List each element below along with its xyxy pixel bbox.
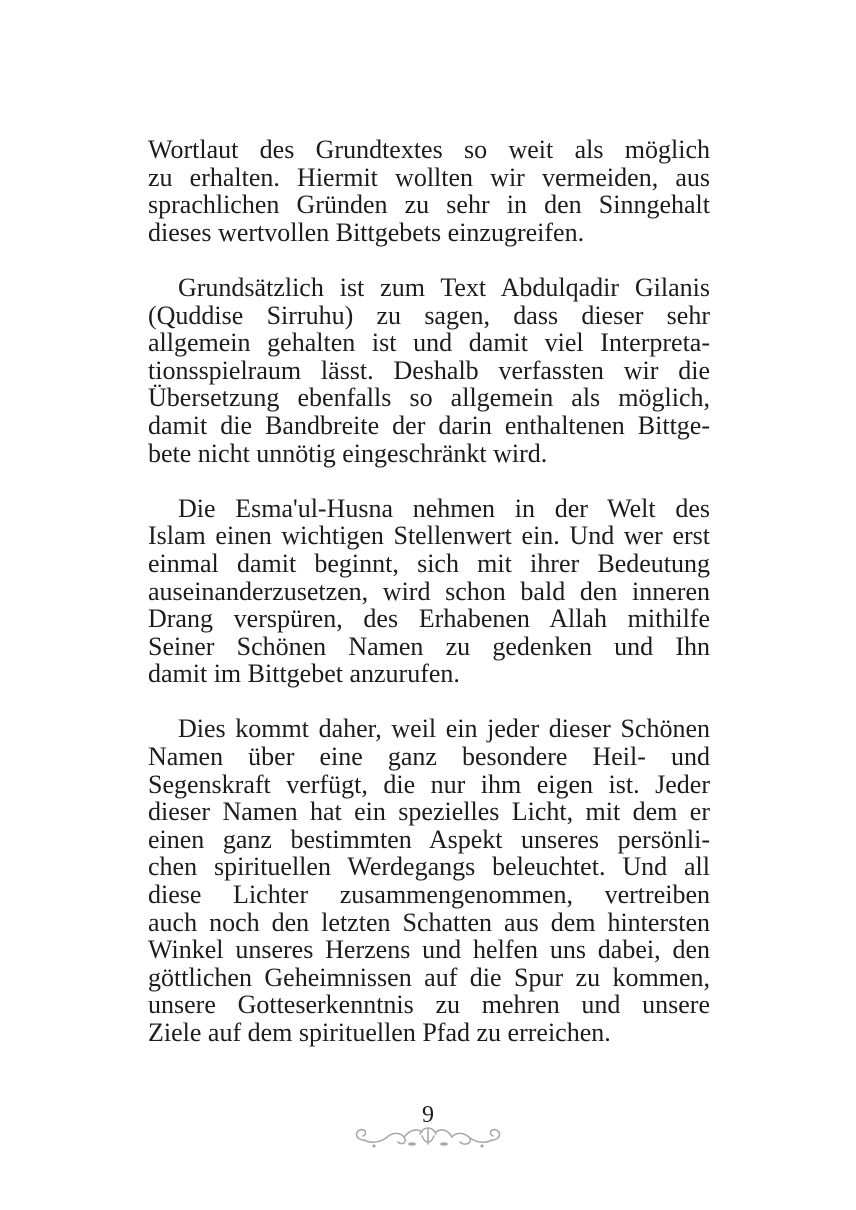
paragraph — [148, 136, 710, 246]
text-line: (Quddise Sirruhu) zu sagen, dass dieser sehr — [148, 300, 710, 330]
text-line: Islam einen wichtigen Stellenwert ein. Und wer erst — [148, 521, 710, 551]
text-line: göttlichen Geheimnissen auf die Spur zu kommen, — [148, 962, 710, 992]
text-line: einmal damit beginnt, sich mit ihrer Bedeutung — [148, 548, 710, 578]
paragraph — [148, 715, 710, 1046]
page-body — [148, 136, 710, 1047]
text-line: zu erhalten. Hiermit wollten wir vermeiden, aus — [148, 162, 710, 192]
text-line: Namen über eine ganz besondere Heil- und — [148, 742, 710, 772]
text-line: Segenskraft verfügt, die nur ihm eigen ist. Jeder — [148, 769, 710, 799]
text-line: Grundsätzlich ist zum Text Abdulqadir Gilanis — [178, 272, 710, 302]
text-line: einen ganz bestimmten Aspekt unseres persönli- — [148, 824, 710, 854]
page-number: 9 — [422, 1102, 434, 1128]
text-line: dieses wertvollen Bittgebets einzugreifen. — [148, 217, 585, 247]
text-line: Winkel unseres Herzens und helfen uns dabei, den — [148, 935, 710, 965]
text-line: Drang verspüren, des Erhabenen Allah mithilfe — [148, 604, 710, 634]
text-line: Seiner Schönen Namen zu gedenken und Ihn — [148, 631, 710, 661]
text-line: damit die Bandbreite der darin enthaltenen Bittge- — [148, 410, 710, 440]
text-line: sprachlichen Gründen zu sehr in den Sinngehalt — [148, 190, 710, 220]
text-line: damit im Bittgebet anzurufen. — [148, 659, 460, 689]
text-line: dieser Namen hat ein spezielles Licht, mit dem er — [148, 797, 710, 827]
text-line: Die Esma'ul-Husna nehmen in der Welt des — [178, 493, 710, 523]
text-line: auseinanderzusetzen, wird schon bald den inneren — [148, 576, 710, 606]
text-line: chen spirituellen Werdegangs beleuchtet. Und all — [148, 852, 710, 882]
text-line: allgemein gehalten ist und damit viel Interpreta- — [148, 328, 710, 358]
text-line: Wortlaut des Grundtextes so weit als möglich — [148, 135, 710, 164]
text-line: bete nicht unnötig eingeschränkt wird. — [148, 438, 548, 468]
paragraph — [148, 495, 710, 688]
text-line: Übersetzung ebenfalls so allgemein als möglich, — [148, 383, 710, 413]
floral-ornament-icon — [350, 1122, 506, 1152]
text-line: Dies kommt daher, weil ein jeder dieser Schönen — [178, 714, 710, 744]
text-line: unsere Gotteserkenntnis zu mehren und unsere — [148, 990, 710, 1020]
text-line: Ziele auf dem spirituellen Pfad zu erreichen. — [148, 1018, 611, 1047]
text-line: diese Lichter zusammengenommen, vertreiben — [148, 880, 710, 910]
text-line: tionsspielraum lässt. Deshalb verfassten wir die — [148, 355, 710, 385]
paragraph — [148, 274, 710, 467]
text-line: auch noch den letzten Schatten aus dem hintersten — [148, 907, 710, 937]
